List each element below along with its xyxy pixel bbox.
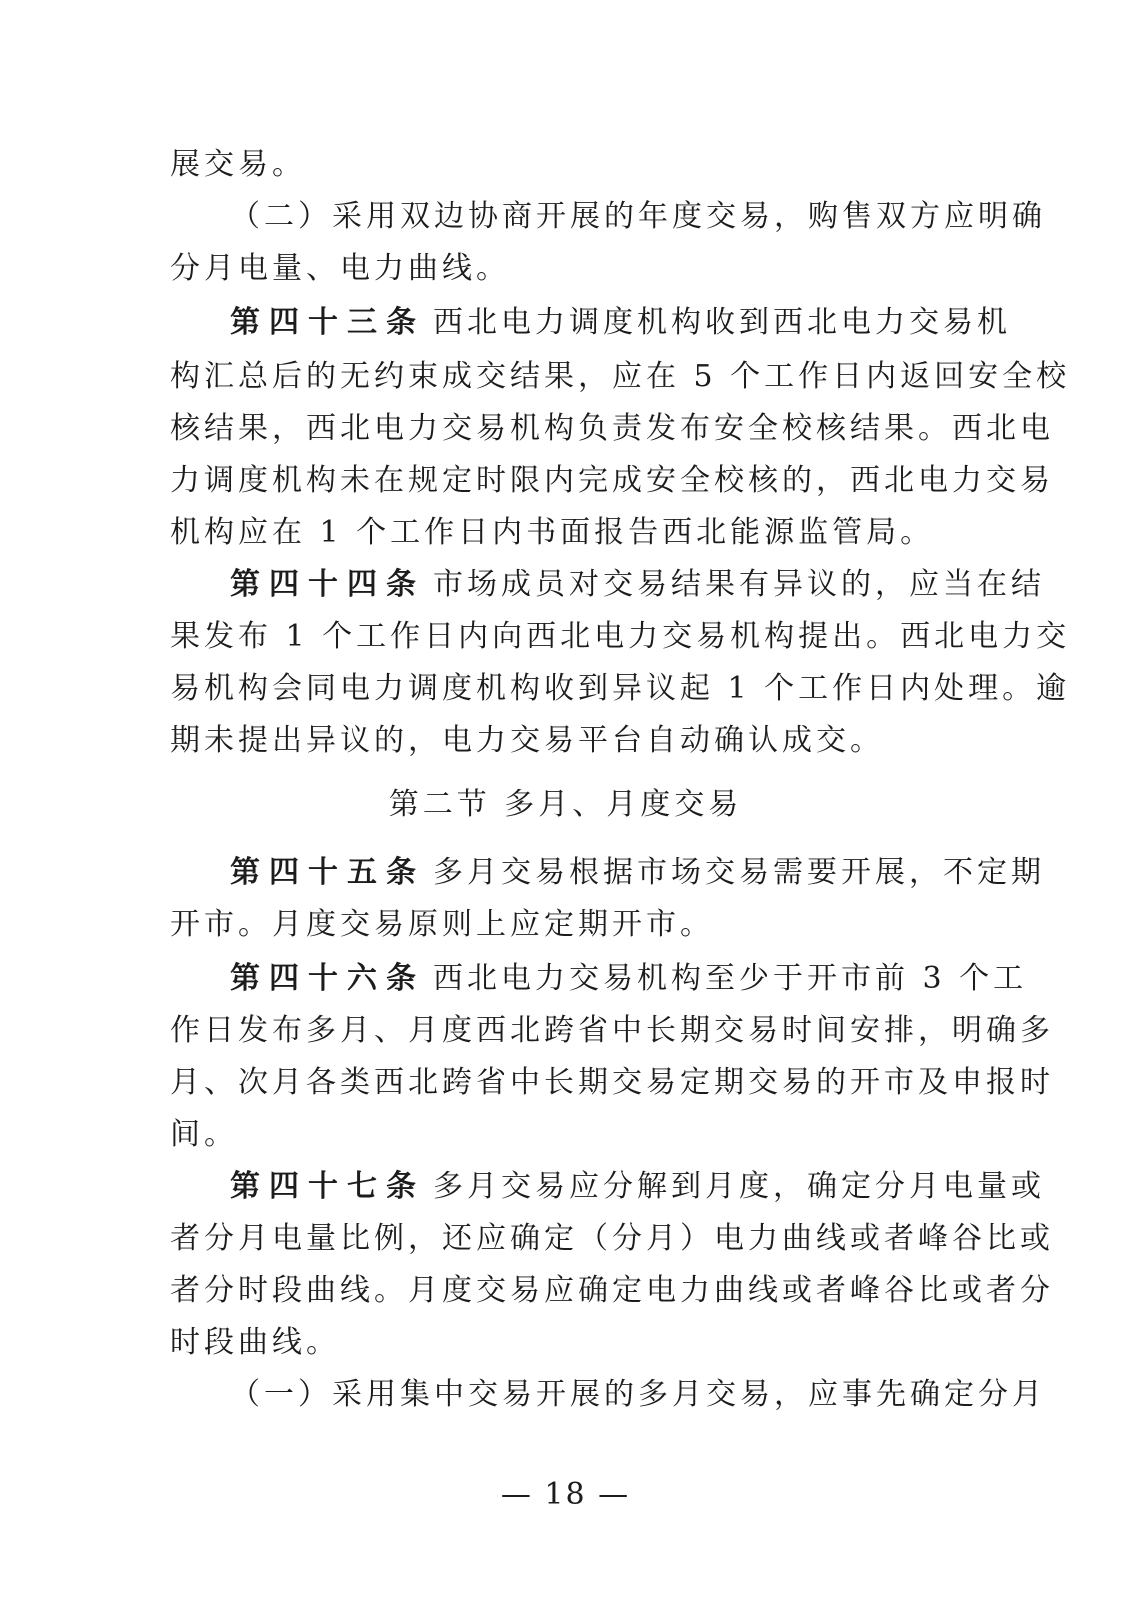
body-line: 者分时段曲线。月度交易应确定电力曲线或者峰谷比或者分	[170, 1273, 1054, 1308]
article-number: 第四十三条	[230, 305, 425, 340]
article-number: 第四十七条	[230, 1169, 425, 1204]
article-number: 第四十四条	[230, 567, 425, 602]
body-line: 者分月电量比例，还应确定（分月）电力曲线或者峰谷比或	[170, 1221, 1054, 1256]
article-paragraph-line	[230, 1159, 1045, 1215]
body-line: 易机构会同电力调度机构收到异议起 1 个工作日内处理。逾	[170, 671, 1071, 706]
body-line: 力调度机构未在规定时限内完成安全校核的，西北电力交易	[170, 463, 1054, 498]
article-paragraph-line	[230, 951, 1028, 1007]
body-line: 期未提出异议的，电力交易平台自动确认成交。	[170, 723, 884, 758]
body-line: 开市。月度交易原则上应定期开市。	[170, 907, 714, 942]
body-line: 果发布 1 个工作日内向西北电力交易机构提出。西北电力交	[170, 619, 1071, 654]
body-line: 展交易。	[170, 147, 306, 182]
body-line: （一）采用集中交易开展的多月交易，应事先确定分月	[230, 1377, 1046, 1412]
body-text: 西北电力交易机构至少于开市前 3 个工	[433, 961, 1028, 996]
section-heading: 第二节 多月、月度交易	[388, 787, 743, 822]
body-text: 市场成员对交易结果有异议的，应当在结	[433, 567, 1045, 602]
page-number: — 18 —	[500, 1477, 631, 1512]
body-line: 间。	[170, 1117, 238, 1152]
article-paragraph-line	[230, 557, 1045, 613]
body-line: （二）采用双边协商开展的年度交易，购售双方应明确	[230, 199, 1046, 234]
body-line: 月、次月各类西北跨省中长期交易定期交易的开市及申报时	[170, 1065, 1054, 1100]
article-number: 第四十六条	[230, 961, 425, 996]
article-paragraph-line	[230, 845, 1045, 901]
body-line: 核结果，西北电力交易机构负责发布安全校核结果。西北电	[170, 411, 1054, 446]
body-line: 构汇总后的无约束成交结果，应在 5 个工作日内返回安全校	[170, 359, 1071, 394]
body-line: 机构应在 1 个工作日内书面报告西北能源监管局。	[170, 515, 935, 550]
body-text: 多月交易根据市场交易需要开展，不定期	[433, 855, 1045, 890]
body-text: 多月交易应分解到月度，确定分月电量或	[433, 1169, 1045, 1204]
body-text: 西北电力调度机构收到西北电力交易机	[433, 305, 1011, 340]
body-line: 分月电量、电力曲线。	[170, 251, 510, 286]
article-number: 第四十五条	[230, 855, 425, 890]
body-line: 时段曲线。	[170, 1325, 340, 1360]
body-line: 作日发布多月、月度西北跨省中长期交易时间安排，明确多	[170, 1013, 1054, 1048]
article-paragraph-line	[230, 295, 1011, 351]
